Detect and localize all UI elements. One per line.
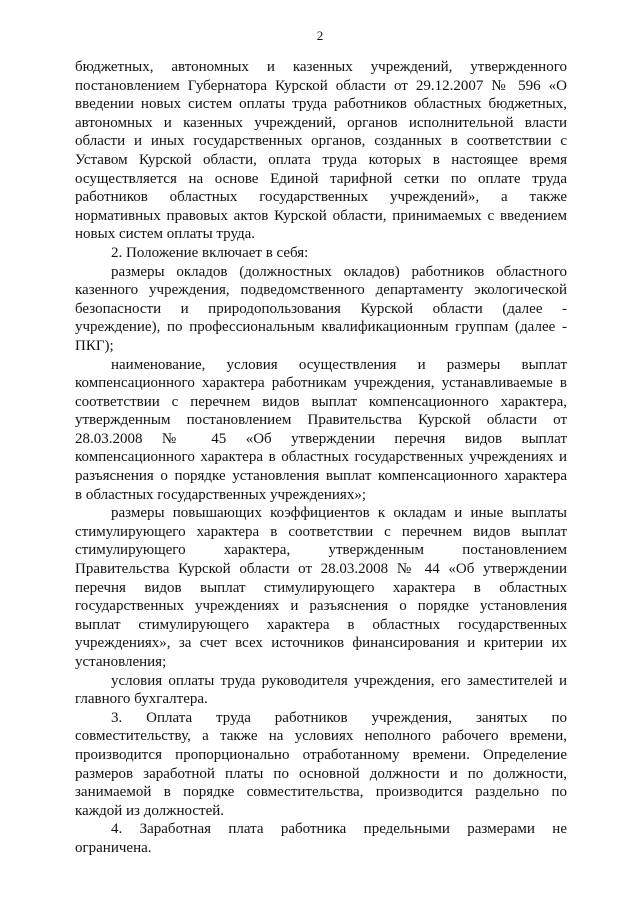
- paragraph-item-4: [75, 820, 567, 857]
- paragraph-line: автономных и казенных учреждений, органов исполнительной власти: [75, 114, 567, 131]
- paragraph-line: введении новых систем оплаты труда работников областных бюджетных,: [75, 96, 567, 113]
- paragraph-line: разъяснения о порядке установления выплат компенсационного характера: [75, 468, 567, 485]
- paragraph-line: государственных учреждениях и разъяснения о порядке установления: [75, 598, 567, 615]
- paragraph-line: наименование, условия осуществления и размеры выплат: [111, 356, 567, 373]
- paragraph-line: Правительства Курской области от 28.03.2008 № 44 «Об утверждении: [75, 561, 567, 578]
- paragraph-line: установления;: [75, 654, 167, 670]
- paragraph-line: безопасности и природопользования Курской области (далее -: [75, 300, 567, 317]
- paragraph-line: размеры окладов (должностных окладов) работников областного: [111, 263, 567, 280]
- paragraph-continuation: [75, 58, 567, 244]
- paragraph-line: в областных государственных учреждениях»;: [75, 486, 366, 503]
- paragraph-line: совместительству, а также на условиях неполного рабочего времени,: [75, 728, 567, 745]
- paragraph-line: перечня видов выплат стимулирующего характера в областных: [75, 579, 567, 596]
- paragraph-line: ПКГ);: [75, 337, 114, 354]
- paragraph-line: каждой из должностей.: [75, 802, 225, 819]
- paragraph-line: постановлением Губернатора Курской области от 29.12.2007 № 596 «О: [75, 77, 567, 94]
- paragraph-line: размеров заработной платы по основной должности и по должности,: [75, 765, 567, 782]
- paragraph-line: компенсационного характера работникам учреждения, устанавливаемые в: [75, 375, 567, 392]
- paragraph-line: 4. Заработная плата работника предельными размерами не: [111, 821, 567, 838]
- paragraph-item-2-compensation: [75, 356, 567, 505]
- document-body: [75, 58, 567, 858]
- paragraph-line: утвержденным постановлением Правительства Курской области от: [75, 412, 567, 429]
- paragraph-item-2-salaries: [75, 263, 567, 356]
- paragraph-item-2-incentive: [75, 504, 567, 671]
- paragraph-line: области и иных государственных органов, созданных в соответствии с: [75, 133, 567, 150]
- paragraph-line: учреждениях», за счет всех источников финансирования и критерии их: [75, 635, 567, 652]
- paragraph-item-2: [75, 244, 567, 263]
- paragraph-line: казенного учреждения, подведомственного департаменту экологической: [75, 282, 567, 299]
- paragraph-line: ограничена.: [75, 839, 152, 856]
- paragraph-item-3: [75, 709, 567, 821]
- paragraph-line: учреждение), по профессиональным квалификационным группам (далее -: [75, 319, 567, 336]
- paragraph-line: 2. Положение включает в себя:: [111, 244, 309, 261]
- paragraph-line: размеры повышающих коэффициентов к окладам и иные выплаты: [111, 505, 567, 522]
- page-number: 2: [316, 28, 324, 43]
- paragraph-line: соответствии с перечнем видов выплат компенсационного характера,: [75, 393, 567, 410]
- paragraph-line: работников областных государственных учреждений», а также: [75, 189, 567, 206]
- paragraph-line: Уставом Курской области, оплата труда которых в настоящее время: [75, 151, 567, 168]
- paragraph-line: компенсационного характера в областных государственных учреждениях и: [75, 449, 567, 466]
- paragraph-line: новых систем оплаты труда.: [75, 226, 256, 243]
- paragraph-line: выплат стимулирующего характера в областных государственных: [75, 616, 567, 633]
- paragraph-line: 3. Оплата труда работников учреждения, занятых по: [111, 709, 567, 726]
- paragraph-line: занимаемой в порядке совместительства, производится раздельно по: [75, 784, 567, 801]
- paragraph-item-2-head: [75, 672, 567, 709]
- paragraph-line: главного бухгалтера.: [75, 691, 208, 708]
- paragraph-line: нормативных правовых актов Курской области, принимаемых с введением: [75, 207, 567, 224]
- paragraph-line: бюджетных, автономных и казенных учреждений, утвержденного: [75, 59, 567, 75]
- paragraph-line: стимулирующего характера, утвержденным постановлением: [75, 542, 567, 559]
- paragraph-line: стимулирующего характера в соответствии с перечнем видов выплат: [75, 523, 567, 540]
- paragraph-line: 28.03.2008 № 45 «Об утверждении перечня видов выплат: [75, 430, 567, 447]
- paragraph-line: условия оплаты труда руководителя учреждения, его заместителей и: [111, 672, 567, 689]
- paragraph-line: осуществляется на основе Единой тарифной сетки по оплате труда: [75, 170, 567, 187]
- paragraph-line: производится пропорционально отработанному времени. Определение: [75, 746, 567, 763]
